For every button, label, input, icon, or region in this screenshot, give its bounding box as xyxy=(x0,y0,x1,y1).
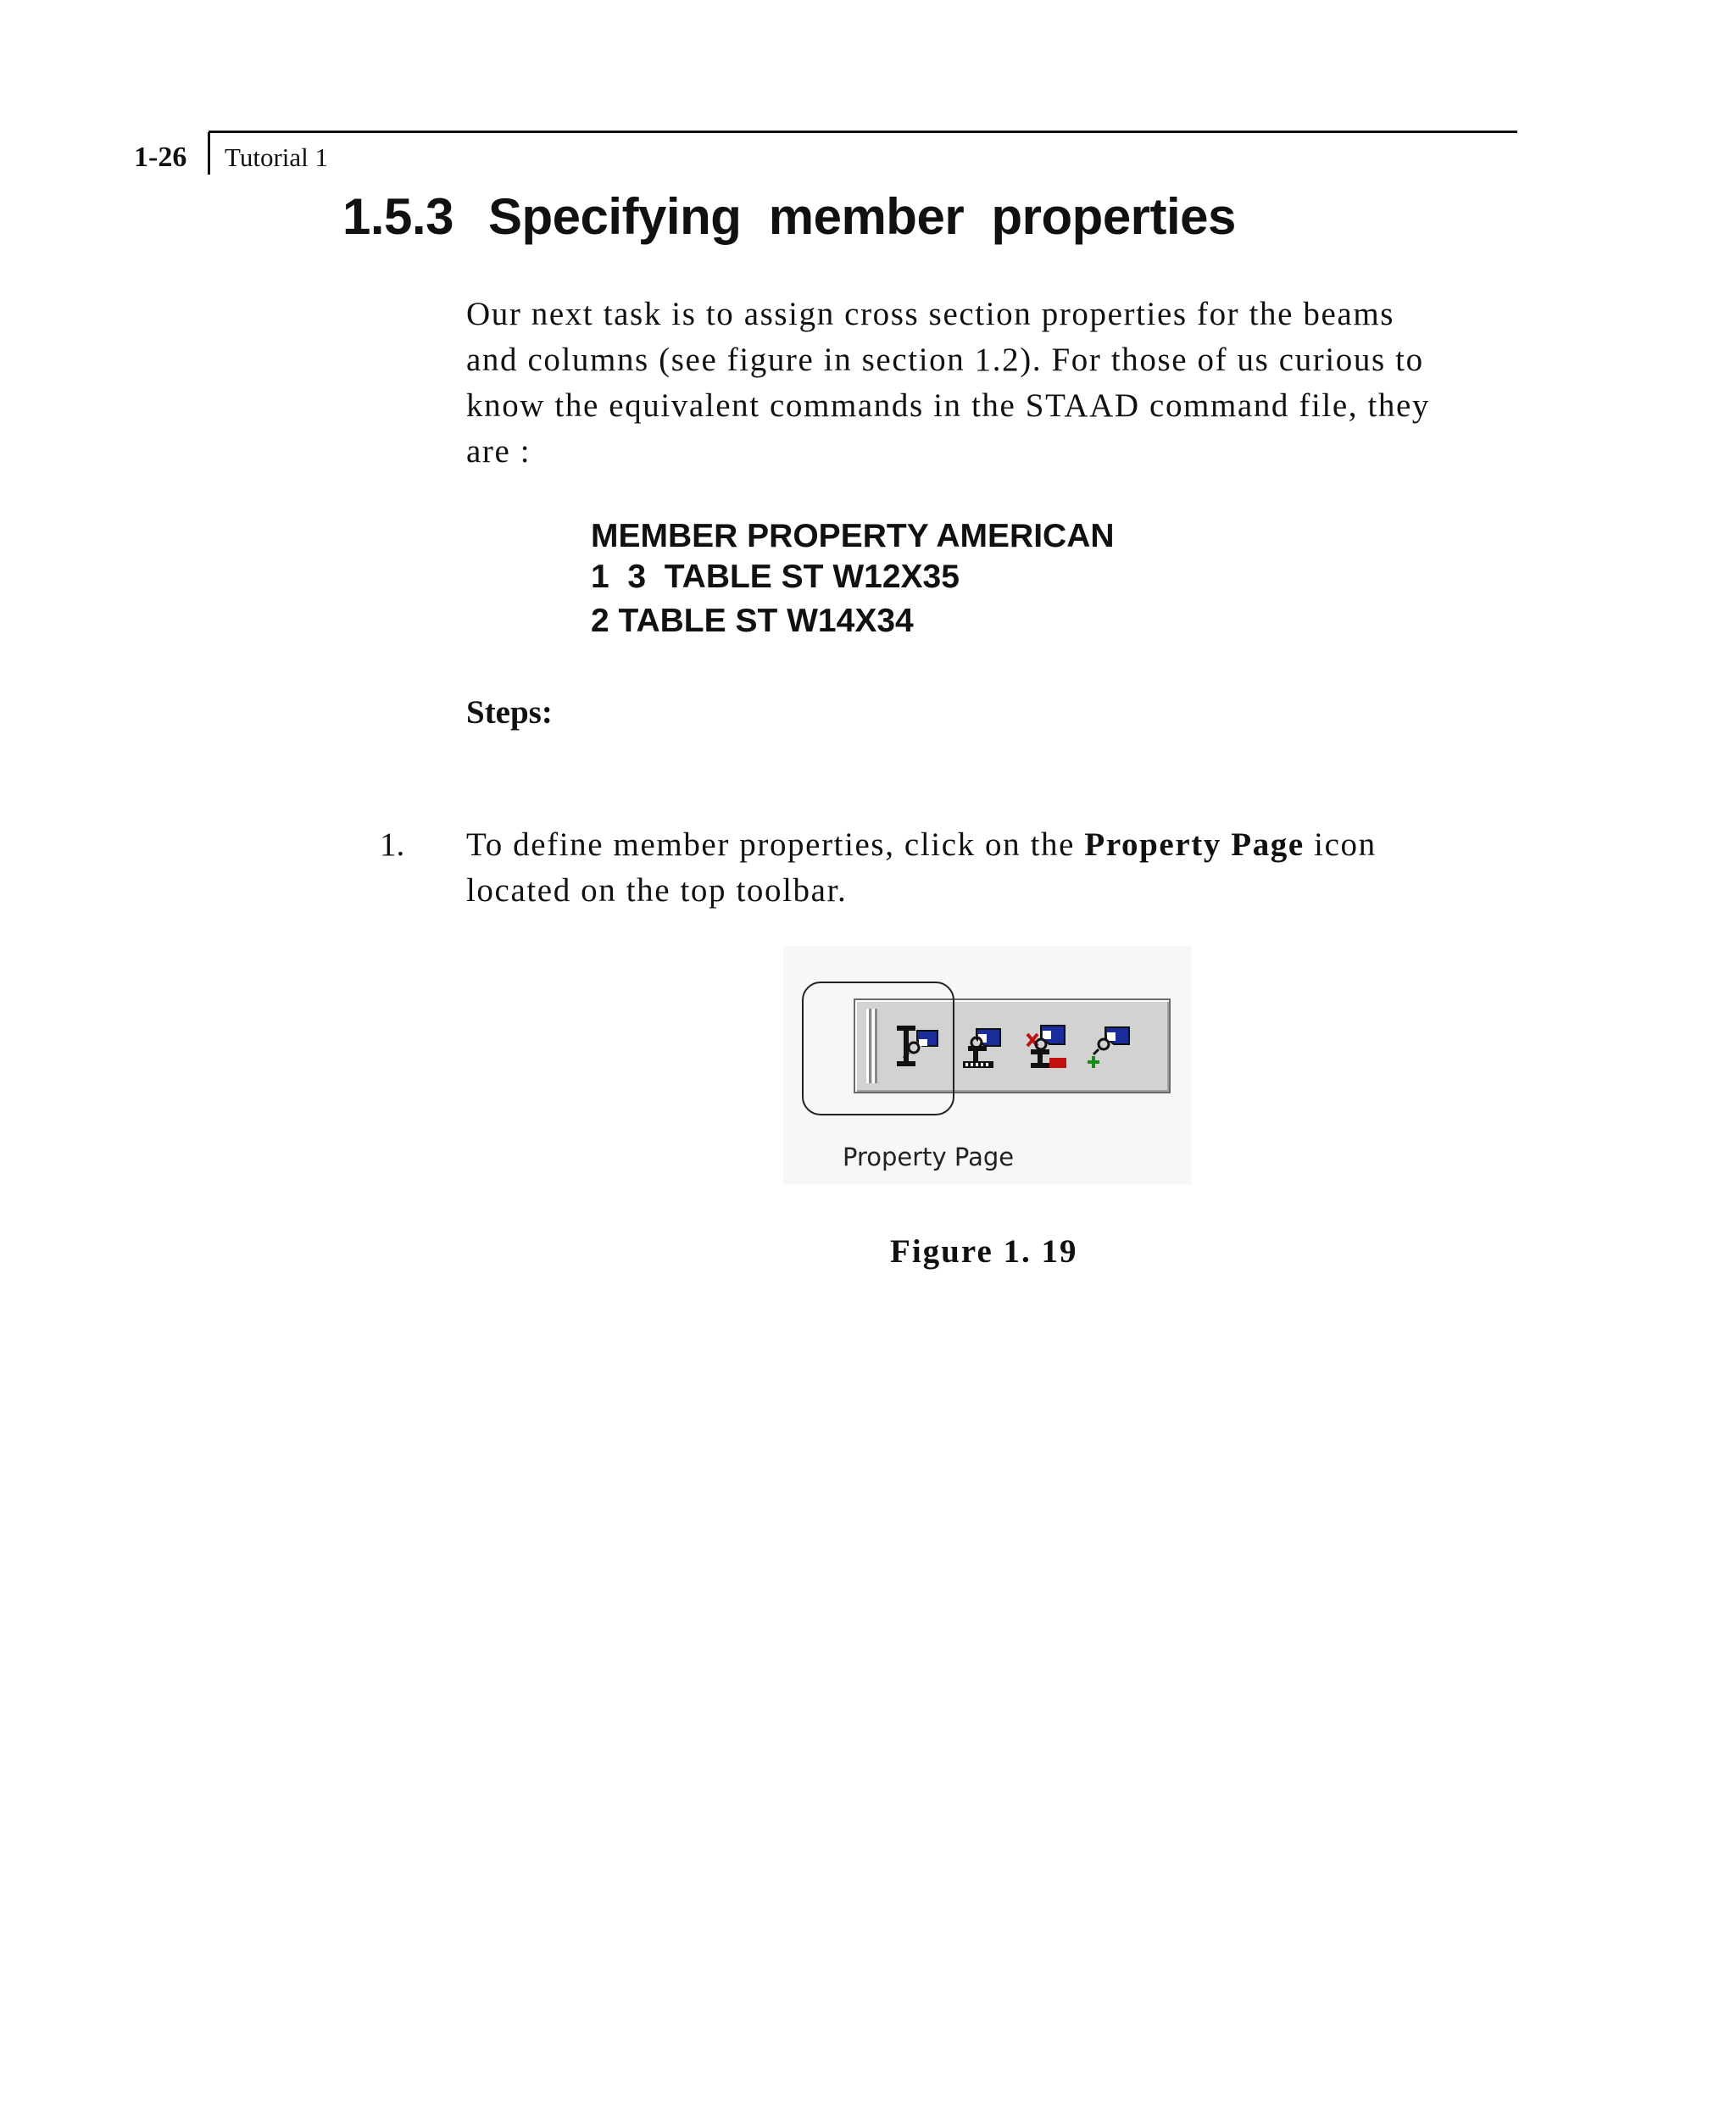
figure-caption: Figure 1. 19 xyxy=(890,1233,1078,1270)
command-line: 1 3 TABLE ST W12X35 xyxy=(591,559,960,595)
intro-paragraph xyxy=(466,292,1430,475)
property-icon-2[interactable] xyxy=(961,1021,1009,1071)
step-line xyxy=(466,822,1377,868)
section-title: Specifying member properties xyxy=(488,188,1236,245)
header-rule xyxy=(209,131,1517,133)
property-icon-3[interactable] xyxy=(1022,1021,1070,1071)
command-line: MEMBER PROPERTY AMERICAN xyxy=(591,518,1115,554)
running-title: Tutorial 1 xyxy=(225,142,329,172)
step-number: 1. xyxy=(380,826,405,863)
intro-line: know the equivalent commands in the STAAD command file, they xyxy=(466,387,1430,424)
property-page-callout: Property Page xyxy=(843,1143,1015,1171)
step-text xyxy=(466,822,1377,914)
intro-line: are : xyxy=(466,433,531,470)
intro-line: Our next task is to assign cross section properties for the beams xyxy=(466,296,1395,332)
step-line: located on the top toolbar. xyxy=(466,872,848,909)
section-number: 1.5.3 xyxy=(342,188,453,245)
property-page-highlight xyxy=(802,982,954,1115)
intro-line: and columns (see figure in section 1.2). For those of us curious to xyxy=(466,342,1424,378)
property-page-term: Property Page xyxy=(1084,826,1305,863)
section-heading xyxy=(342,183,1236,251)
command-line: 2 TABLE ST W14X34 xyxy=(591,603,914,639)
step-text-run: icon xyxy=(1304,826,1377,863)
step-text-run: To define member properties, click on the xyxy=(466,826,1085,863)
property-icon-4[interactable] xyxy=(1087,1021,1134,1071)
steps-label: Steps: xyxy=(466,694,553,731)
header-divider xyxy=(208,132,210,175)
page-number: 1-26 xyxy=(134,142,187,173)
